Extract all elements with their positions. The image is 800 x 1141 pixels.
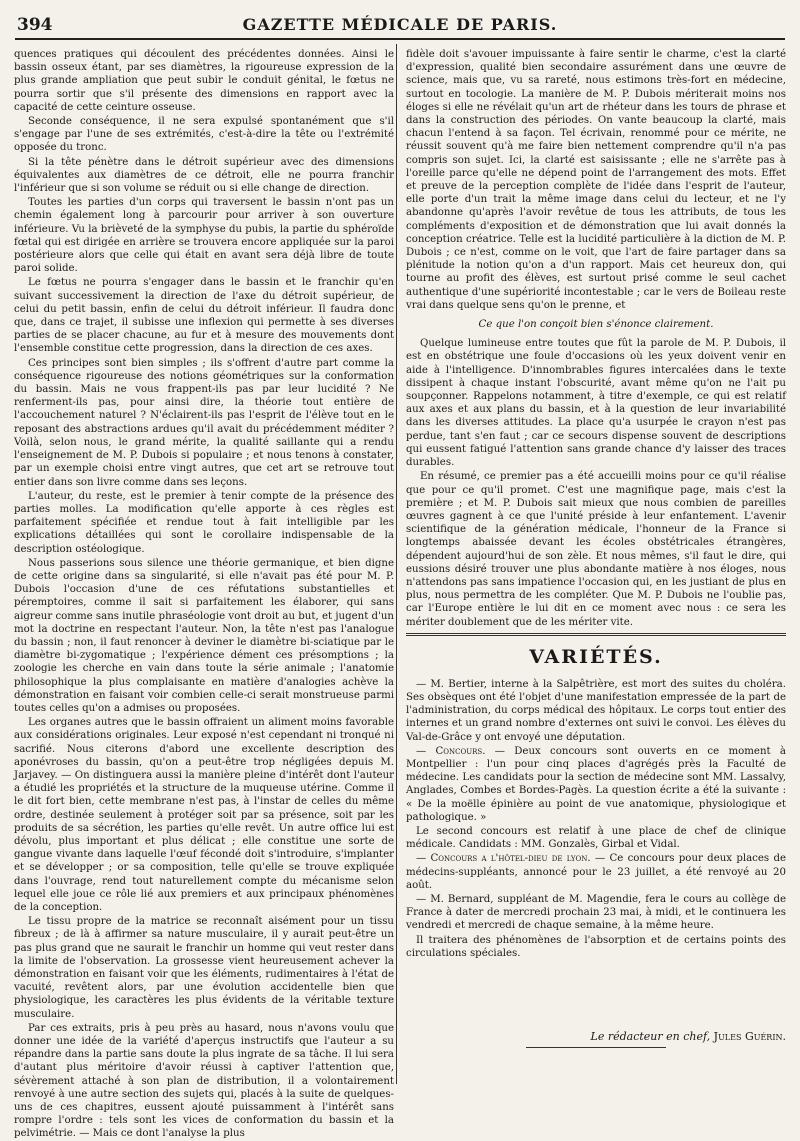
news-item: — M. Bernard, suppléant de M. Magendie, fera le cours au collège de France à dater de mercredi prochain 23 mai, à midi, et le continuera les vendredi et mercredi de chaque semaine, à la même heure. <box>406 893 786 932</box>
news-item-lead: — Concours. <box>416 745 486 757</box>
paragraph: Seconde conséquence, il ne sera expulsé spontanément que s'il s'engage par l'une de ses extrémités, c'est-à-dire la tête ou l'extrémité opposée du tronc. <box>14 116 394 154</box>
paragraph: En résumé, ce premier pas a été accueilli moins pour ce qu'il réalise que pour ce qu'il promet. C'est une magnifique page, mais c'est la première ; et M. P. Dubois sait mieux que nous combien de pareilles œuvres gagnent à ce que l'unité préside à leur enfantement. L'avenir scientifique de la génération médicale, l'honneur de la France si longtemps abaissée devant les écoles obstétricales étrangères, dépendent aujourd'hui de son zèle. Et nous mêmes, s'il faut le dire, qui eussions désiré trouver une plus abondante matière à nos éloges, nous n'attendons pas sans impatience l'occasion qui, en les justiant de plus en plus, nous permettra de les compléter. Que M. P. Dubois ne l'oublie pas, car l'Europe entière le lui dit en ce moment avec nous : ce sera les mériter doublement que de les mériter vite. <box>406 471 786 628</box>
news-item: Il traitera des phénomènes de l'absorption et de certains points des circulations spéciales. <box>406 934 786 959</box>
news-item: — M. Bertier, interne à la Salpêtrière, est mort des suites du choléra. Ses obsèques ont été l'objet d'une manifestation empressée de la part de l'administration, du corps médical des hôpitaux. Le corps tout entier des internes et un grand nombre d'externes ont suivi le convoi. Les élèves du Val-de-Grâce y ont envoyé une députation. <box>406 678 786 743</box>
paragraph: Si la tête pénètre dans le détroit supérieur avec des dimensions équivalentes aux diamètres de ce détroit, elle ne pourra franchir l'inférieur que si son volume se réduit ou si elle change de direction. <box>14 156 394 195</box>
news-item <box>406 852 786 892</box>
news-section <box>406 678 786 960</box>
right-column <box>406 48 786 1083</box>
boileau-quote: Ce que l'on conçoit bien s'énonce clairement. <box>478 319 714 331</box>
column-divider <box>396 44 397 1084</box>
news-item: Le second concours est relatif à une place de chef de clinique médicale. Candidats : MM. Gonzalès, Girbal et Vidal. <box>406 825 786 851</box>
paragraph: fidèle doit s'avouer impuissante à faire sentir le charme, c'est la clarté d'expression, qualité bien secondaire assurément dans une œuvre de science, mais que, vu sa rareté, nous estimons très-fort en médecine, surtout en tocologie. La manière de M. P. Dubois mériterait moins nos éloges si elle ne révélait qu'un art de rhéteur dans les tours de phrase et dans la construction des périodes. On vante beaucoup la clarté, mais chacun l'entend à sa façon. Tel écrivain, renommé pour ce mérite, ne réussit souvent qu'à me faire bien nettement comprendre qu'il n'a pas compris son sujet. Ici, la clarté est saisissante ; elle ne s'arrête pas à l'oreille parce qu'elle ne dépend point de l'arrangement des mots. Effet et preuve de la perception complète de l'idée dans l'esprit de l'auteur, elle porte d'un trait la même image dans celui du lecteur, et ne l'y abandonne qu'après l'avoir revêtue de tous les attributs, de tous les compléments d'exposition et de démonstration que lui avait donnés la conception créatrice. Telle est la lucidité particulière à la diction de M. P. Dubois ; ce n'est, comme on le voit, que l'art de faire partager dans sa plénitude la notion qu'on a d'un rapport. Mais cet heureux don, qui tourne au profit des élèves, est surtout prisé comme le seul cachet authentique d'une supériorité incontestable ; car le vers de Boileau reste vrai dans quelque sens qu'on le prenne, et <box>406 49 786 311</box>
paragraph: Toutes les parties d'un corps qui traversent le bassin n'ont pas un chemin également long à parcourir pour arriver à son ouverture inférieure. Vu la brièveté de la symphyse du pubis, la partie du sphéroïde fœtal qui est dirigée en arrière se trouvera encore appliquée sur la paroi postérieure alors que celle qui était en avant sera déjà libre de toute paroi solide. <box>14 197 394 275</box>
paragraph: Nous passerions sous silence une théorie germanique, et bien digne de cette origine dans sa singularité, si elle n'avait pas été pour M. P. Dubois l'occasion d'une de ces réfutations substantielles et péremptoires, comme il sait si parfaitement les élaborer, qui sans aigreur comme sans inutile phraséologie vont droit au but, et jugent d'un mot la doctrine en respectant l'auteur. Non, la tête n'est pas l'analogue du bassin ; non, il faut renoncer à deviner le diamètre bi-sciatique par le diamètre bi-zygomatique ; l'expérience dément ces présomptions ; la zoologie les cherche en vain dans toute la série animale ; l'anatomie philosophique la plus complaisante en matière d'analogies achève la démonstration en faisant voir combien celle-ci serait monstrueuse parmi toutes celles qu'on a admises ou proposées. <box>14 557 394 714</box>
paragraph: quences pratiques qui découlent des précédentes données. Ainsi le bassin osseux étant, par ses diamètres, la rigoureuse expression de la plus grande ampliation que peut subir le conduit génital, le fœtus ne pourra sortir que s'il présente des dimensions en rapport avec la capacité de cette ceinture osseuse. <box>14 49 394 113</box>
news-item-lead: — Concours a l'hôtel-dieu de lyon. <box>416 853 591 865</box>
paragraph: L'auteur, du reste, est le premier à tenir compte de la présence des parties molles. La modification qu'elle apporte à ces règles est parfaitement spécifiée et rendue tout à fait intelligible par les explications détaillées qui sont le corollaire indispensable de la description ostéologique. <box>14 490 394 555</box>
signature-label: Le rédacteur en chef, <box>590 1030 711 1043</box>
section-title-varietes: VARIÉTÉS. <box>529 645 663 668</box>
paragraph: Ces principes sont bien simples ; ils s'offrent d'autre part comme la conséquence rigoureuse des notions géométriques sur la conformation du bassin. Mais ne vous frappent-ils pas par leur lucidité ? Ne renferment-ils pas, pour ainsi dire, la théorie tout entière de l'accouchement naturel ? N'éclairent-ils pas l'esprit de l'élève tout en le reposant des abstractions ardues qu'il avait du précédemment méditer ? Voilà, selon nous, le grand mérite, la qualité saillante qui a rendu l'enseignement de M. P. Dubois si populaire ; et nous tenons à constater, par un exemple choisi entre vingt autres, que cet art se retrouve tout entier dans son livre comme dans ses leçons. <box>14 357 394 488</box>
paragraph: Par ces extraits, pris à peu près au hasard, nous n'avons voulu que donner une idée de la variété d'aperçus instructifs que l'auteur a su répandre dans la partie sans doute la plus ingrate de sa tâche. Il lui sera d'autant plus méritoire d'avoir réussi à captiver l'attention que, sévèrement attaché à son plan de distribution, il a volontairement renvoyé à une autre section des sujets qui, placés à la suite de quelques-uns de ces chapitres, eussent ajouté puissamment à l'intérêt sans rompre l'ordre : tels sont les vices de conformation du bassin et la pelvimétrie. — Mais ce dont l'analyse la plus <box>14 1022 394 1140</box>
news-item-body: — Deux concours sont ouverts en ce moment à Montpellier : l'un pour cinq places d'agrégés près la Faculté de médecine. Les candidats pour la section de médecine sont MM. Lassalvy, Anglades, Combes et Bordes-Pagès. La question écrite a été la suivante : « De la moëlle épinière au point de vue anatomique, physiologique et pathologique. » <box>406 745 786 823</box>
left-column <box>14 48 394 1140</box>
news-item <box>406 745 786 824</box>
signature-name: Jules Guérin. <box>713 1030 786 1043</box>
news-item-body: — Ce concours pour deux places de médecins-suppléants, annoncé pour le 23 juillet, a été renvoyé au 20 août. <box>406 853 786 891</box>
paragraph: Le fœtus ne pourra s'engager dans le bassin et le franchir qu'en suivant successivement la direction de l'axe du détroit supérieur, de celui du petit bassin, enfin de celui du détroit inférieur. Il faudra donc que, dans ce trajet, il subisse une inflexion qui permette à ses diverses parties de se placer chacune, au fur et à mesure des mouvements dont l'ensemble constitue cette progression, dans la direction de ces axes. <box>14 277 394 355</box>
paragraph: Le tissu propre de la matrice se reconnaît aisément pour un tissu fibreux ; de là à affirmer sa nature musculaire, il y aurait peut-être un pas plus grand que ne saurait le franchir un homme qui veut rester dans la limite de l'observation. La grossesse vient heureusement achever la démonstration en faisant voir que les éléments, rudimentaires à l'état de vacuité, revêtent alors, par une évolution accidentelle bien que physiologique, les caractères les plus évidents de la véritable texture musculaire. <box>14 916 394 1020</box>
section-divider <box>406 633 786 636</box>
paragraph: Les organes autres que le bassin offraient un aliment moins favorable aux considérations originales. Leur exposé n'est cependant ni tronqué ni sacrifié. Nous citerons d'abord une excellente description des aponévroses du bassin, qu'on a peut-être trop négligées depuis M. Jarjavey. — On distinguera aussi la manière pleine d'intérêt dont l'auteur a étudié les propriétés et la structure de la muqueuse utérine. Comme il le dit fort bien, cette membrane n'est pas, à l'instar de celles du même ordre, destinée seulement à protéger soit par sa présence, soit par les produits de sa sécrétion, les parties qu'elle revêt. Un autre office lui est dévolu, plus important et plus délicat ; elle constitue une sorte de gangue vivante dans laquelle l'œuf fécondé doit s'introduire, s'implanter et se développer ; or sa composition, telle qu'elle se trouve expliquée dans l'ouvrage, rend tout naturellement compte du mécanisme selon lequel elle joue ce rôle lié aux premiers et aux principaux phénomènes de la conception. <box>14 717 394 913</box>
page-number: 394 <box>17 15 53 35</box>
paragraph: Quelque lumineuse entre toutes que fût la parole de M. P. Dubois, il est en obstétrique une foule d'occasions où les yeux doivent venir en aide à l'intelligence. D'innombrables figures intercalées dans le texte dissipent à chaque instant l'obscurité, avant même qu'on ne l'ait pu soupçonner. Rappelons notamment, à titre d'exemple, ce qui est relatif aux axes et aux plans du bassin, et à la question de leur invariabilité dans les diverses attitudes. La place qu'a usurpée le crayon n'est pas perdue, tant s'en faut ; car ce secours dispense souvent de descriptions qui eussent fatigué l'attention sans grande chance d'y laisser des traces durables. <box>406 338 786 469</box>
running-title: GAZETTE MÉDICALE DE PARIS. <box>242 15 558 34</box>
signature-rule <box>526 1047 666 1048</box>
editor-signature <box>406 1030 786 1043</box>
page-header <box>15 14 785 40</box>
